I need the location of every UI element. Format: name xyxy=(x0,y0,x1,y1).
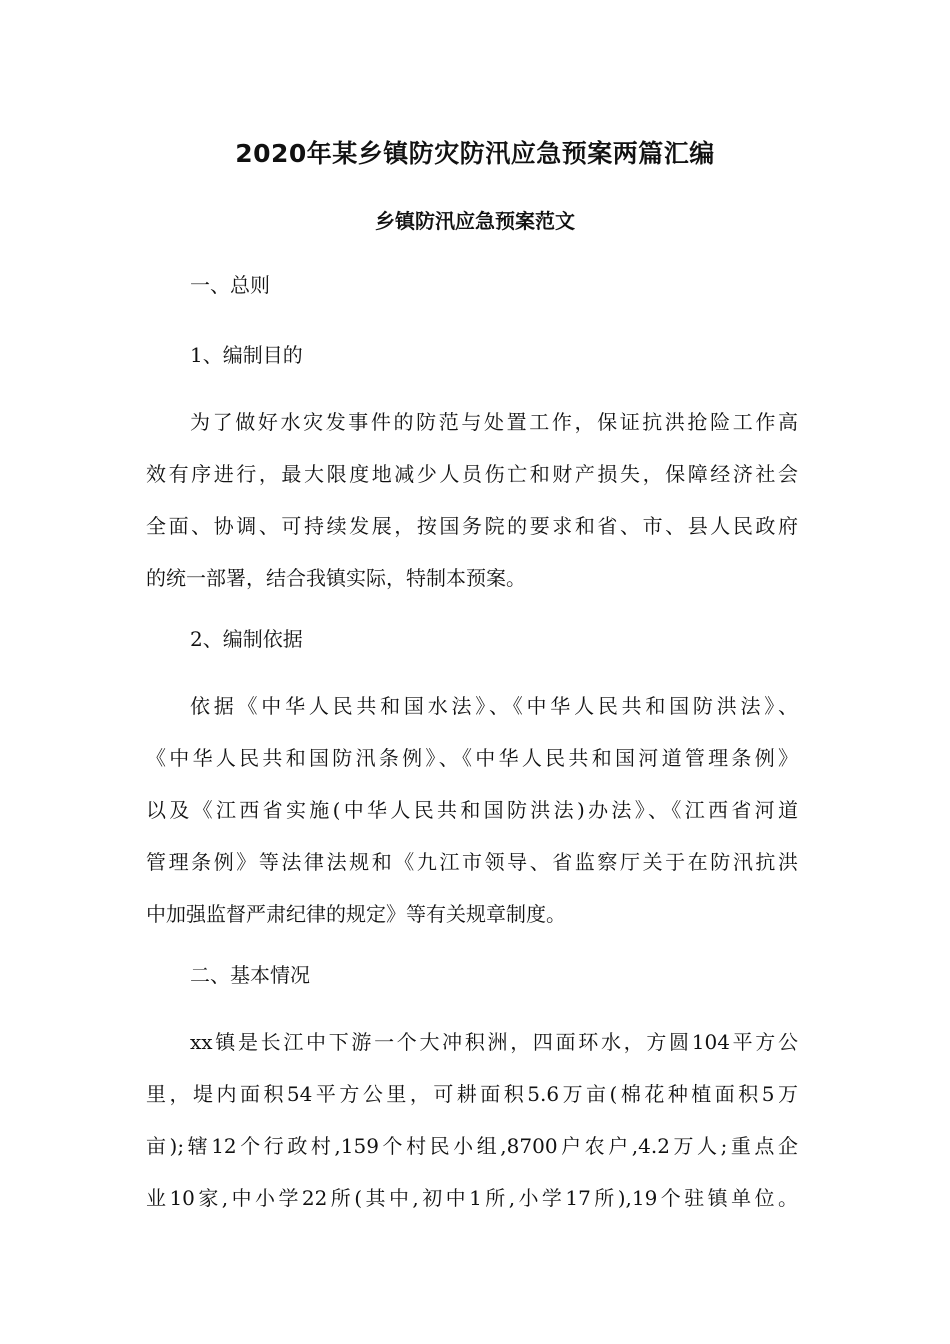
paragraph-line: xx镇是长江中下游一个大冲积洲，四面环水，方圆104平方公 xyxy=(190,1030,798,1054)
paragraph-line: 里，堤内面积54平方公里，可耕面积5.6万亩(棉花种植面积5万 xyxy=(146,1082,798,1106)
paragraph-line: 亩);辖12个行政村,159个村民小组,8700户农户,4.2万人;重点企 xyxy=(146,1134,798,1158)
subsection-heading-purpose: 1、编制目的 xyxy=(190,343,303,367)
document-title: 2020年某乡镇防灾防汛应急预案两篇汇编 xyxy=(235,139,715,168)
paragraph-line: 依据《中华人民共和国水法》、《中华人民共和国防洪法》、 xyxy=(190,694,798,718)
paragraph-line: 《中华人民共和国防汛条例》、《中华人民共和国河道管理条例》 xyxy=(146,746,798,770)
paragraph-line: 业10家,中小学22所(其中,初中1所,小学17所),19个驻镇单位。 xyxy=(146,1186,798,1210)
paragraph-purpose xyxy=(146,396,798,604)
paragraph-line: 以及《江西省实施(中华人民共和国防洪法)办法》、《江西省河道 xyxy=(146,798,798,822)
paragraph-line: 的统一部署，结合我镇实际，特制本预案。 xyxy=(146,566,526,590)
document-subtitle: 乡镇防汛应急预案范文 xyxy=(375,209,575,233)
paragraph-line: 管理条例》等法律法规和《九江市领导、省监察厅关于在防汛抗洪 xyxy=(146,850,798,874)
paragraph-line: 效有序进行，最大限度地减少人员伤亡和财产损失，保障经济社会 xyxy=(146,462,798,486)
paragraph-line: 为了做好水灾发事件的防范与处置工作，保证抗洪抢险工作高 xyxy=(190,410,798,434)
section-heading-basic-info: 二、基本情况 xyxy=(190,963,310,987)
section-heading-general: 一、总则 xyxy=(190,273,270,297)
paragraph-basic-info xyxy=(146,1016,798,1224)
paragraph-line: 全面、协调、可持续发展，按国务院的要求和省、市、县人民政府 xyxy=(146,514,798,538)
paragraph-basis xyxy=(146,680,798,940)
paragraph-line: 中加强监督严肃纪律的规定》等有关规章制度。 xyxy=(146,902,566,926)
subsection-heading-basis: 2、编制依据 xyxy=(190,627,303,651)
